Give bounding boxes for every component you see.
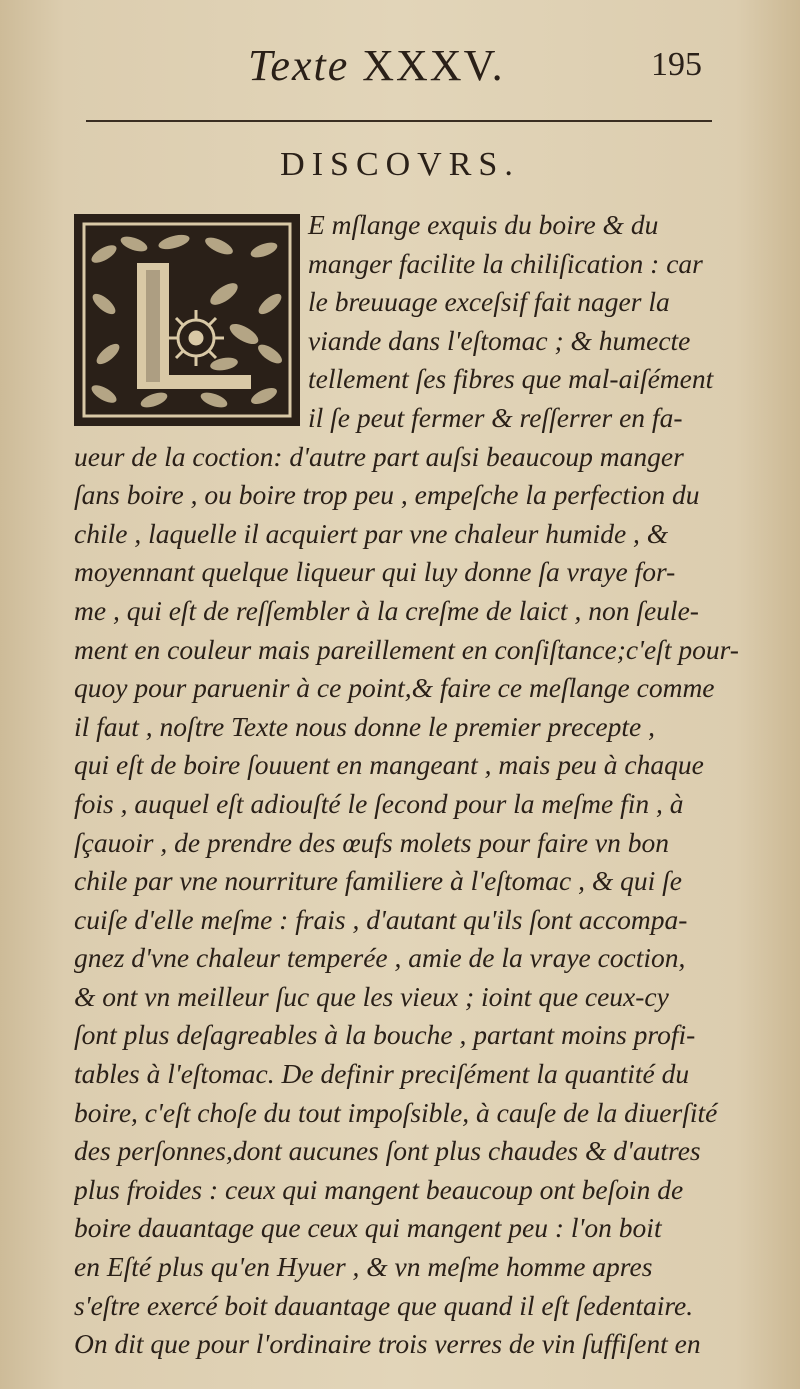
page-number: 195	[651, 46, 702, 83]
text-line: chile , laquelle il acquiert par vne chaleur humide , &	[74, 517, 669, 549]
text-line: E mſlange exquis du boire & du	[308, 209, 659, 240]
text-line: il ſe peut fermer & reſſerrer en fa-	[308, 401, 683, 433]
text-line: qui eſt de boire ſouuent en mangeant , mais peu à chaque	[74, 749, 704, 781]
text-line: viande dans l'eſtomac ; & humecte	[308, 324, 691, 356]
text-line: fois , auquel eſt adiouſté le ſecond pour la meſme fin , à	[74, 787, 684, 819]
text-line: cuiſe d'elle meſme : frais , d'autant qu'ils ſont accompa-	[74, 903, 688, 935]
text-line: On dit que pour l'ordinaire trois verres de vin ſuffiſent en	[74, 1328, 701, 1360]
text-line: ment en couleur mais pareillement en conſiſtance;c'eſt pour-	[74, 633, 739, 665]
text-line: tables à l'eſtomac. De definir preciſément la quantité du	[74, 1058, 690, 1090]
text-line: en Eſté plus qu'en Hyuer , & vn meſme homme apres	[74, 1251, 653, 1283]
text-line: des perſonnes,dont aucunes ſont plus chaudes & d'autres	[74, 1135, 701, 1167]
text-line: tellement ſes fibres que mal-aiſément	[308, 363, 714, 395]
text-line: moyennant quelque liqueur qui luy donne ſa vraye for-	[74, 556, 676, 588]
running-title	[248, 40, 505, 91]
text-line: ueur de la coction: d'autre part auſsi beaucoup manger	[74, 440, 684, 472]
text-line: il faut , noſtre Texte nous donne le premier precepte ,	[74, 710, 655, 742]
text-line: le breuuage exceſsif fait nager la	[308, 286, 670, 318]
running-title-number: XXXV.	[362, 41, 505, 90]
running-title-word: Texte	[248, 41, 350, 90]
text-line: boire, c'eſt choſe du tout impoſsible, à cauſe de la diuerſité	[74, 1096, 718, 1128]
section-title: DISCOVRS.	[280, 146, 520, 183]
text-line: manger facilite la chiliſication : car	[308, 247, 703, 279]
text-line: ſont plus deſagreables à la bouche , partant moins profi-	[74, 1019, 696, 1051]
text-line: chile par vne nourriture familiere à l'eſtomac , & qui ſe	[74, 865, 682, 897]
text-line: s'eſtre exercé boit dauantage que quand il eſt ſedentaire.	[74, 1289, 694, 1321]
text-line: quoy pour paruenir à ce point,& faire ce meſlange comme	[74, 672, 715, 704]
text-line: plus froides : ceux qui mangent beaucoup ont beſoin de	[74, 1173, 684, 1205]
text-line: & ont vn meilleur ſuc que les vieux ; ioint que ceux-cy	[74, 980, 669, 1012]
text-line: ſçauoir , de prendre des œufs molets pour faire vn bon	[74, 826, 670, 858]
text-line: gnez d'vne chaleur temperée , amie de la vraye coction,	[74, 942, 686, 974]
text-line: boire dauantage que ceux qui mangent peu : l'on boit	[74, 1212, 662, 1244]
page-header	[86, 40, 712, 98]
text-line: me , qui eſt de reſſembler à la creſme de laict , non ſeule-	[74, 594, 699, 626]
discourse-text	[74, 206, 740, 1364]
text-line: ſans boire , ou boire trop peu , empeſche la perfection du	[74, 479, 700, 511]
header-rule	[86, 120, 712, 122]
